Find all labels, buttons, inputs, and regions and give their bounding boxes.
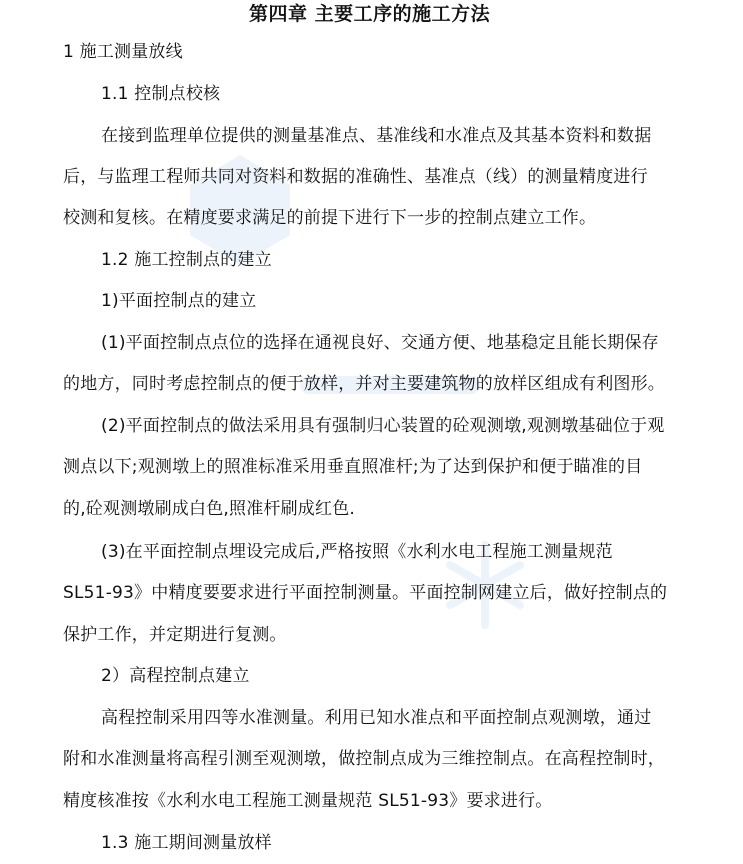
section-heading-1-3: 1.3 施工期间测量放样 [101,833,272,853]
section-heading-1-1: 1.1 控制点校核 [101,84,221,104]
paragraph-line: 的地方，同时考虑控制点的便于放样，并对主要建筑物的放样区组成有利图形。 [63,374,665,394]
subheading-plane-control: 1)平面控制点的建立 [101,291,257,311]
paragraph-line: 保护工作，并定期进行复测。 [63,625,287,645]
paragraph-line: (1)平面控制点点位的选择在通视良好、交通方便、地基稳定且能长期保存 [101,333,659,353]
paragraph-line: 高程控制采用四等水准测量。利用已知水准点和平面控制点观测墩，通过 [101,708,652,728]
paragraph-line: 附和水准测量将高程引测至观测墩，做控制点成为三维控制点。在高程控制时， [63,749,665,769]
paragraph-line: SL51-93》中精度要要求进行平面控制测量。平面控制网建立后，做好控制点的 [63,583,668,603]
subheading-elevation-control: 2）高程控制点建立 [101,666,250,686]
paragraph-line: 测点以下;观测墩上的照准标准采用垂直照准杆;为了达到保护和便于瞄准的目 [63,457,643,477]
paragraph-line: (2)平面控制点的做法采用具有强制归心装置的砼观测墩,观测墩基础位于观 [101,416,665,436]
paragraph-line: 后，与监理工程师共同对资料和数据的准确性、基准点（线）的测量精度进行 [63,167,648,187]
chapter-title: 第四章 主要工序的施工方法 [249,3,491,25]
section-heading-1: 1 施工测量放线 [63,42,183,62]
paragraph-line: 在接到监理单位提供的测量基准点、基准线和水准点及其基本资料和数据 [101,126,652,146]
paragraph-line: 精度核准按《水利水电工程施工测量规范 SL51-93》要求进行。 [63,791,553,811]
paragraph-line: 校测和复核。在精度要求满足的前提下进行下一步的控制点建立工作。 [63,208,597,228]
section-heading-1-2: 1.2 施工控制点的建立 [101,250,272,270]
paragraph-line: 的,砼观测墩刷成白色,照准杆刷成红色. [63,499,356,519]
paragraph-line: (3)在平面控制点埋设完成后,严格按照《水利水电工程施工测量规范 [101,542,613,562]
